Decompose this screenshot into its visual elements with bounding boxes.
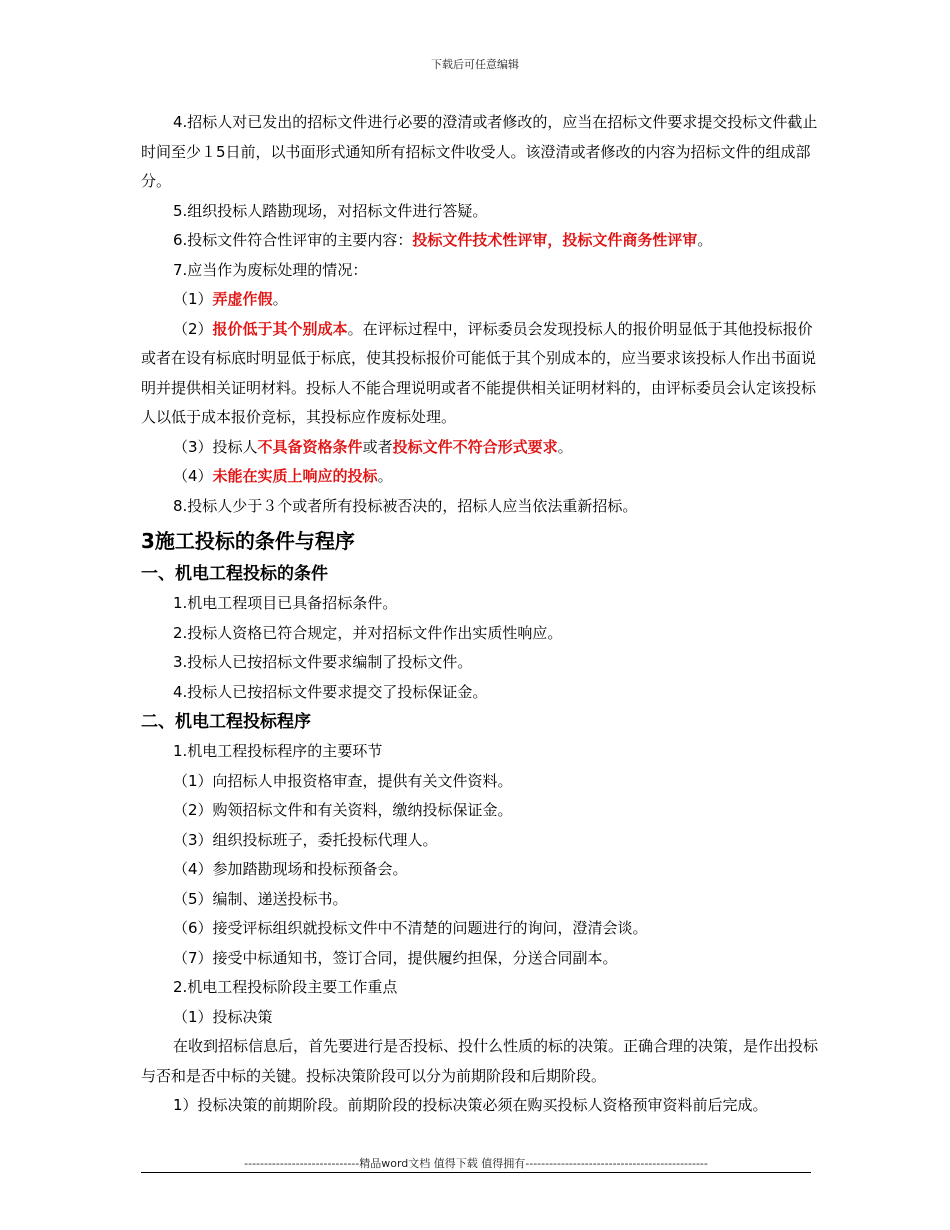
- item-3-suffix: 。: [557, 437, 573, 456]
- procedure-step: （5）编制、递送投标书。: [173, 889, 348, 908]
- footer-divider: [141, 1172, 811, 1173]
- focus-subtitle: 2.机电工程投标阶段主要工作重点: [173, 978, 398, 996]
- paragraph-5: 5.组织投标人踏勘现场，对招标文件进行答疑。: [173, 201, 488, 220]
- item-1-highlight: 弄虚作假: [212, 290, 273, 308]
- focus-subitem: 1）投标决策的前期阶段。前期阶段的投标决策必须在购买投标人资格预审资料前后完成。: [173, 1096, 768, 1114]
- paragraph-6: [141, 226, 821, 256]
- procedure-step: （7）接受中标通知书，签订合同，提供履约担保，分送合同副本。: [173, 948, 618, 967]
- item-3-middle: 或者: [362, 437, 393, 456]
- paragraph-4: 4.招标人对已发出的招标文件进行必要的澄清或者修改的，应当在招标文件要求提交投标文件截止时间至少１5日前，以书面形式通知所有招标文件收受人。该澄清或者修改的内容为招标文件的组成部分。: [141, 113, 818, 190]
- invalid-bid-item-4: [141, 462, 821, 492]
- page-footer: -----------------------------精品word文档 值得下载 值得拥有----------------------------------------------: [244, 1157, 708, 1170]
- item-4-highlight: 未能在实质上响应的投标: [212, 467, 378, 485]
- condition-item: 1.机电工程项目已具备招标条件。: [173, 594, 398, 612]
- focus-paragraph: 在收到招标信息后，首先要进行是否投标、投什么性质的标的决策。正确合理的决策，是作出投标与否和是否中标的关键。投标决策阶段可以分为前期阶段和后期阶段。: [141, 1037, 819, 1085]
- document-body: [141, 108, 821, 1121]
- invalid-bid-item-2: [141, 315, 821, 433]
- procedure-step: （2）购领招标文件和有关资料，缴纳投标保证金。: [173, 801, 513, 819]
- procedure-step: （6）接受评标组织就投标文件中不清楚的问题进行的询问，澄清会谈。: [173, 919, 648, 937]
- focus-item: （1）投标决策: [173, 1007, 273, 1026]
- paragraph-8: 8.投标人少于３个或者所有投标被否决的，招标人应当依法重新招标。: [173, 496, 638, 515]
- invalid-bid-item-1: [141, 285, 821, 315]
- procedure-heading: 二、机电工程投标程序: [141, 712, 311, 732]
- item-1-suffix: 。: [272, 290, 288, 308]
- item-4-suffix: 。: [377, 467, 393, 485]
- item-3-highlight-2: 投标文件不符合形式要求: [392, 437, 558, 456]
- condition-item: 4.投标人已按招标文件要求提交了投标保证金。: [173, 682, 488, 701]
- item-4-prefix: （4）: [173, 467, 213, 485]
- paragraph-6-suffix: 。: [697, 231, 713, 249]
- condition-item: 2.投标人资格已符合规定，并对招标文件作出实质性响应。: [173, 623, 563, 642]
- section-title: 3施工投标的条件与程序: [141, 529, 355, 553]
- paragraph-6-highlight: 投标文件技术性评审，投标文件商务性评审: [412, 231, 698, 249]
- procedure-subtitle: 1.机电工程投标程序的主要环节: [173, 742, 383, 760]
- paragraph-6-prefix: 6.投标文件符合性评审的主要内容：: [173, 231, 413, 249]
- paragraph-7: 7.应当作为废标处理的情况：: [173, 260, 368, 279]
- item-2-highlight: 报价低于其个别成本: [212, 319, 348, 338]
- procedure-step: （1）向招标人申报资格审查，提供有关文件资料。: [173, 771, 513, 790]
- procedure-step: （3）组织投标班子，委托投标代理人。: [173, 830, 438, 849]
- condition-item: 3.投标人已按招标文件要求编制了投标文件。: [173, 653, 473, 671]
- item-2-prefix: （2）: [173, 319, 213, 338]
- item-3-highlight-1: 不具备资格条件: [257, 437, 363, 456]
- conditions-heading: 一、机电工程投标的条件: [141, 564, 328, 584]
- page-header-note: 下载后可任意编辑: [431, 58, 519, 71]
- invalid-bid-item-3: [141, 433, 821, 463]
- item-1-prefix: （1）: [173, 290, 213, 308]
- procedure-step: （4）参加踏勘现场和投标预备会。: [173, 860, 408, 878]
- item-3-prefix: （3）投标人: [173, 437, 258, 456]
- item-2-suffix: 。在评标过程中，评标委员会发现投标人的报价明显低于其他投标报价或者在设有标底时明显低于标底，使其投标报价可能低于其个别成本的，应当要求该投标人作出书面说明并提供相关证明材料。投标人不能合理说明或者不能提供相关证明材料的，由评标委员会认定该投标人以低于成本报价竞标，其投标应作废标处理。: [141, 319, 817, 426]
